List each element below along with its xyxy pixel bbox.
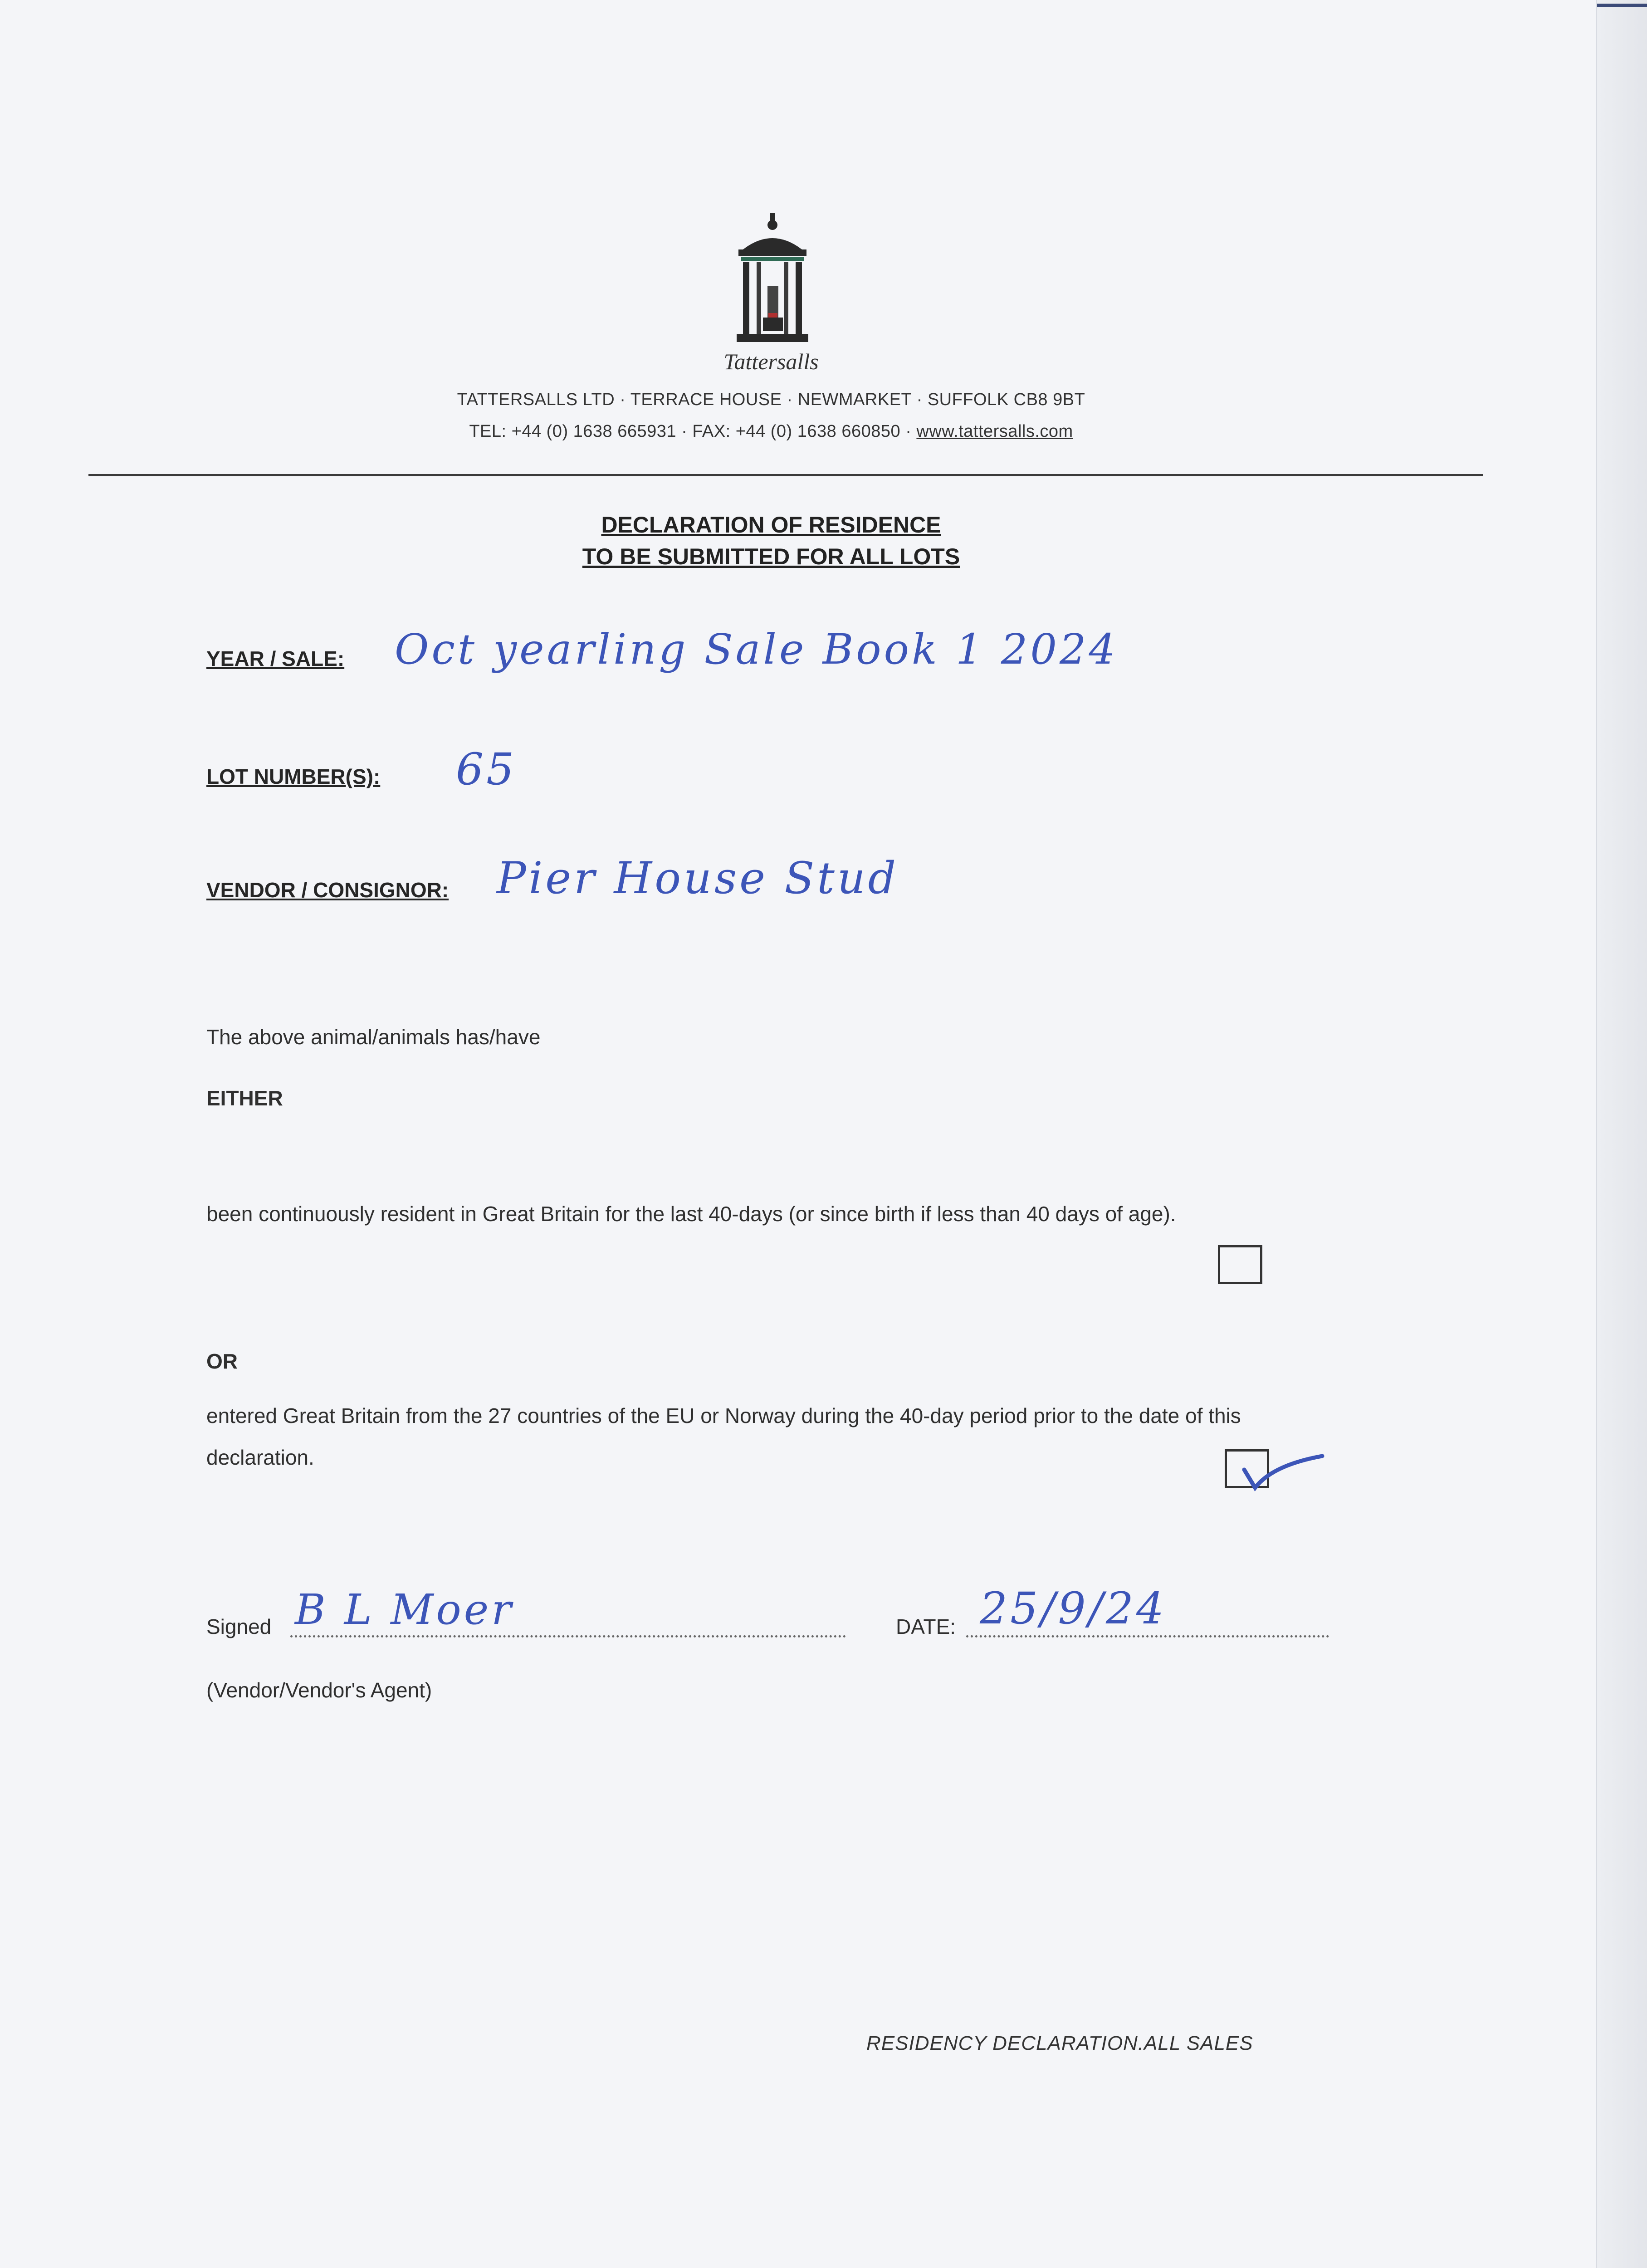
option-resident-checkbox[interactable] bbox=[1218, 1245, 1262, 1284]
signed-label: Signed bbox=[206, 1615, 272, 1638]
statement-intro: The above animal/animals has/have bbox=[206, 1025, 541, 1049]
lot-number-label: LOT NUMBER(S): bbox=[206, 765, 381, 788]
company-contact bbox=[0, 422, 1542, 441]
year-sale-value[interactable]: Oct yearling Sale Book 1 2024 bbox=[395, 625, 1118, 674]
contact-numbers: TEL: +44 (0) 1638 665931 · FAX: +44 (0) 1638 660850 · bbox=[469, 422, 917, 441]
date-value[interactable]: 25/9/24 bbox=[980, 1583, 1167, 1634]
option-entered-checkbox[interactable] bbox=[1225, 1449, 1269, 1488]
signature-line bbox=[290, 1635, 846, 1637]
or-label: OR bbox=[206, 1349, 238, 1373]
website-link[interactable]: www.tattersalls.com bbox=[916, 422, 1073, 441]
header-divider bbox=[88, 474, 1483, 476]
checkmark-icon bbox=[1232, 1438, 1340, 1492]
vendor-label: VENDOR / CONSIGNOR: bbox=[206, 878, 449, 902]
vendor-value[interactable]: Pier House Stud bbox=[497, 853, 899, 904]
signer-role: (Vendor/Vendor's Agent) bbox=[206, 1678, 432, 1702]
tattersalls-logo-icon bbox=[725, 213, 820, 349]
date-line bbox=[966, 1635, 1329, 1637]
lot-number-value[interactable]: 65 bbox=[456, 744, 517, 795]
year-sale-label: YEAR / SALE: bbox=[206, 647, 345, 670]
scan-edge bbox=[1596, 0, 1647, 2268]
option-resident-text: been continuously resident in Great Britain for the last 40-days (or since birth if less than 40 days of age). bbox=[206, 1202, 1176, 1226]
either-label: EITHER bbox=[206, 1086, 283, 1110]
signature-value[interactable]: B L Moer bbox=[295, 1585, 514, 1634]
option-entered-text: entered Great Britain from the 27 countries of the EU or Norway during the 40-day period prior to the date of this declaration. bbox=[206, 1404, 1241, 1469]
form-title: DECLARATION OF RESIDENCE bbox=[601, 512, 941, 538]
company-address: TATTERSALLS LTD · TERRACE HOUSE · NEWMARKET · SUFFOLK CB8 9BT bbox=[457, 390, 1085, 409]
date-label: DATE: bbox=[896, 1615, 956, 1638]
scan-edge-mark bbox=[1597, 4, 1647, 7]
form-subtitle: TO BE SUBMITTED FOR ALL LOTS bbox=[582, 544, 960, 569]
form-footer: RESIDENCY DECLARATION.ALL SALES bbox=[866, 2032, 1253, 2054]
brand-name: Tattersalls bbox=[723, 349, 819, 374]
